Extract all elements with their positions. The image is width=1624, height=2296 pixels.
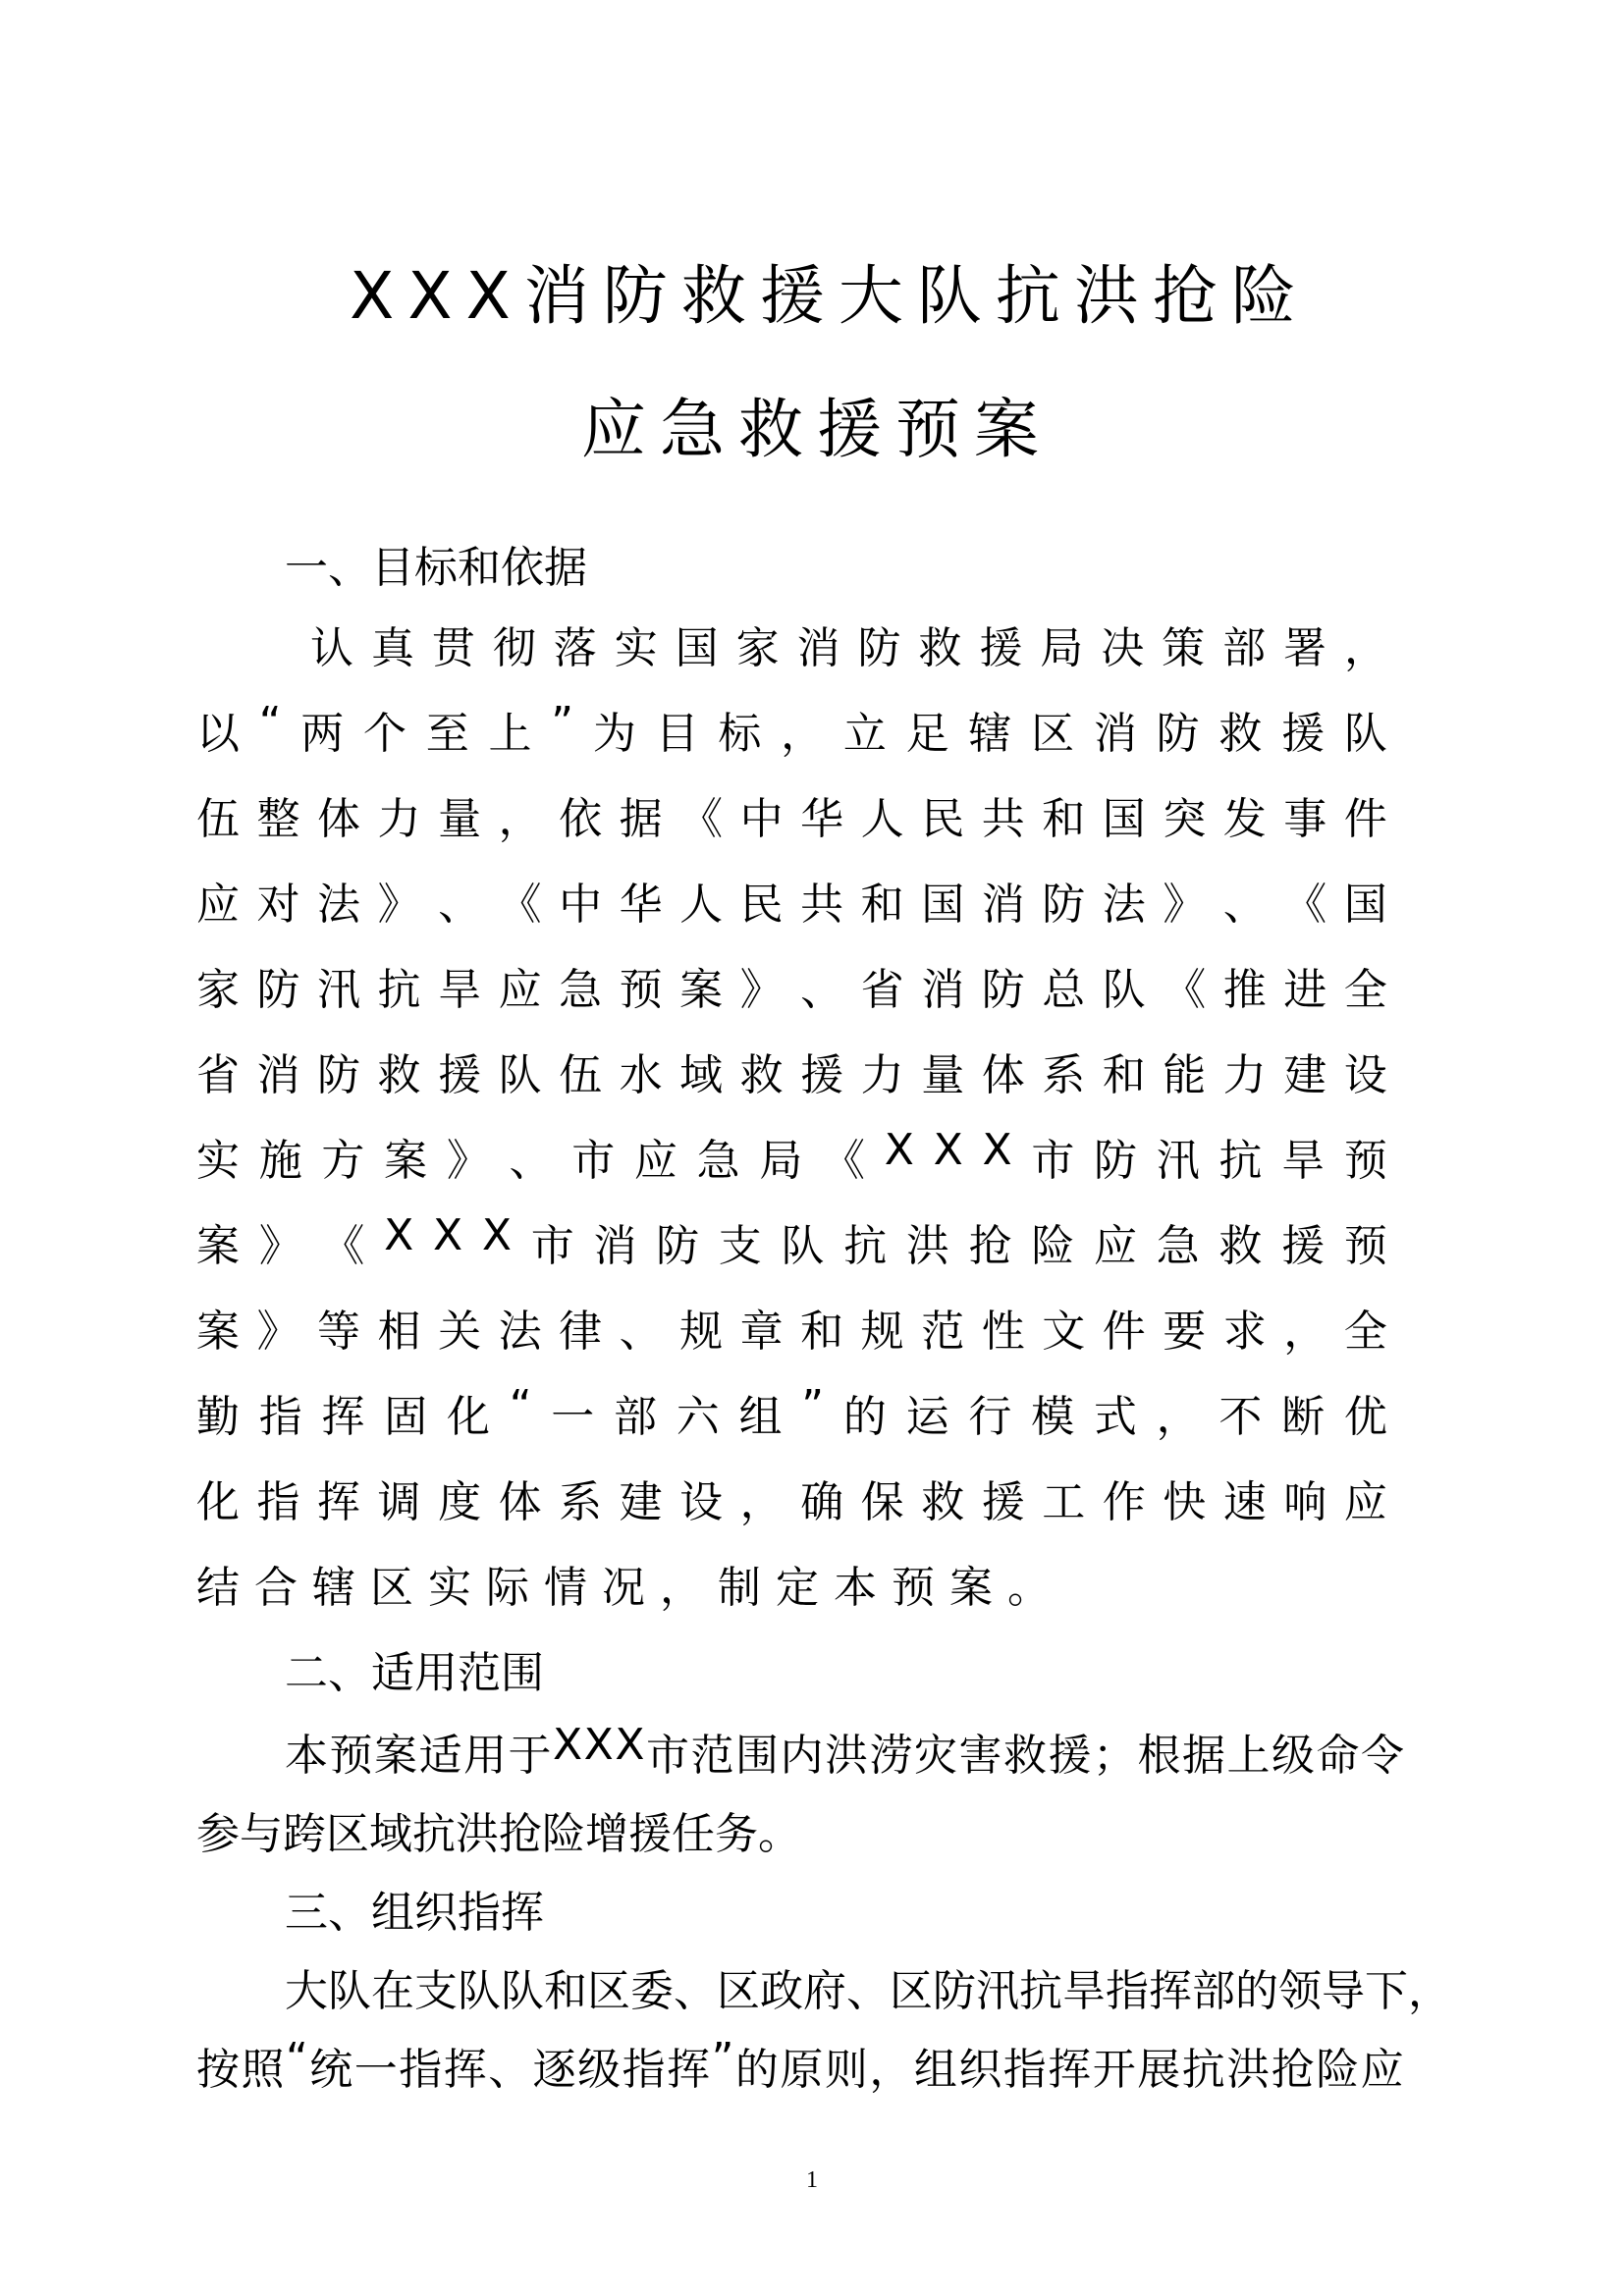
paragraph-line: 按 照 “ 统 一 指 挥 、 逐 级 指 挥 ” 的 原 则 ， 组 织 指 挥 开 展 抗 洪 抢 险 应 — [196, 2034, 1404, 2095]
paragraph-line: 结合辖区实际情况，制定本预案。 — [196, 1563, 1065, 1613]
paragraph-line: 省 消 防 救 援 队 伍 水 域 救 援 力 量 体 系 和 能 力 建 设 — [196, 1050, 1387, 1100]
paragraph-line: 以 “ 两 个 至 上 ” 为 目 标 ， 立 足 辖 区 消 防 救 援 队 — [196, 698, 1387, 759]
paragraph-line: 家 防 汛 抗 旱 应 急 预 案 》 、 省 消 防 总 队 《 推 进 全 — [196, 965, 1387, 1015]
paragraph-line: 应 对 法 》 、 《 中 华 人 民 共 和 国 消 防 法 》 、 《 国 — [196, 880, 1387, 930]
paragraph-line: 认 真 贯 彻 落 实 国 家 消 防 救 援 局 决 策 部 署 ， — [310, 623, 1387, 673]
document-title-line-2: 应急救援预案 — [581, 392, 1053, 467]
section-heading-command: 三、组织指挥 — [285, 1888, 544, 1938]
document-title-line-1: XXX消防救援大队抗洪抢险 — [350, 258, 1310, 334]
paragraph-line: 伍 整 体 力 量 ， 依 据 《 中 华 人 民 共 和 国 突 发 事 件 — [196, 794, 1387, 844]
section-heading-scope: 二、适用范围 — [285, 1648, 544, 1698]
paragraph-line: 案 》 《 X X X 市 消 防 支 队 抗 洪 抢 险 应 急 救 援 预 — [196, 1210, 1387, 1271]
paragraph-line: 案 》 等 相 关 法 律 、 规 章 和 规 范 性 文 件 要 求 ， 全 — [196, 1307, 1387, 1357]
page-number: 1 — [806, 2167, 818, 2193]
paragraph-line: 本 预 案 适 用 于 X X X 市 范 围 内 洪 涝 灾 害 救 援 ； 根 据 上 级 命 令 — [285, 1720, 1404, 1781]
paragraph-line: 勤 指 挥 固 化 “ 一 部 六 组 ” 的 运 行 模 式 ， 不 断 优 — [196, 1381, 1387, 1442]
paragraph-line: 大 队 在 支 队 队 和 区 委 、 区 政 府 、 区 防 汛 抗 旱 指 挥 部 的 领 导 下 ， — [285, 1966, 1451, 2016]
paragraph-line: 参与跨区域抗洪抢险增援任务。 — [196, 1809, 801, 1859]
paragraph-line: 实 施 方 案 》 、 市 应 急 局 《 X X X 市 防 汛 抗 旱 预 — [196, 1125, 1387, 1186]
paragraph-line: 化 指 挥 调 度 体 系 建 设 ， 确 保 救 援 工 作 快 速 响 应 — [196, 1477, 1387, 1527]
section-heading-goals: 一、目标和依据 — [285, 543, 587, 593]
